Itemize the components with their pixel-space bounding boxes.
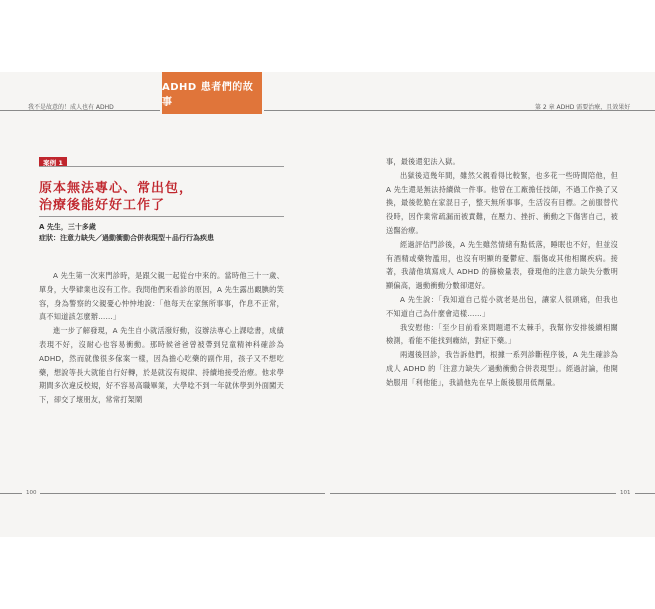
- right-page-number: 101: [620, 490, 631, 496]
- symptoms-line: 症狀：注意力缺失／過動衝動合併表現型＋品行行為疾患: [39, 234, 214, 242]
- patient-name: A 先生，三十多歲: [39, 223, 96, 231]
- case-label-badge: 案例 1: [39, 157, 67, 167]
- case-title-line-1: 原本無法專心、常出包，: [39, 181, 194, 196]
- right-paragraph-5: 我安慰他：「至少目前看來問題還不太棘手，我幫你安排後續相關檢測，看能不能找到癥結，對症下藥。」: [386, 322, 618, 346]
- footer-rule-left-2: [40, 493, 325, 494]
- footer-rule-right: [330, 493, 616, 494]
- left-running-title: 我不是故意的！成人也有 ADHD: [28, 104, 114, 111]
- right-paragraph-6: 兩週後回診，我告訴他們，根據一系列診斷程序後，A 先生確診為成人 ADHD 的「注意力缺失／過動衝動合併表現型」。經過討論，他開始服用「利他能」，我請他先在早上飯後服用低劑量。: [386, 350, 618, 387]
- right-paragraph-4: A 先生說：「我知道自己從小就老是出包，讓家人很頭痛，但我也不知道自己為什麼會這樣……」: [386, 294, 618, 318]
- right-running-title: 第 2 章 ADHD 需要治療，且效果好: [535, 104, 631, 111]
- case-title-line-2: 治療後能好好工作了: [39, 198, 166, 213]
- right-paragraph-3: 經過評估門診後，A 先生雖然情緒有點低落，睡眠也不好，但並沒有酒精或藥物濫用，也沒有明顯的憂鬱症、腦傷或其他相關疾病。接著，我請他填寫成人 ADHD 的篩檢量表，發現他的注意力缺失分數明顯偏高，過動衝動分數卻還好。: [386, 239, 618, 291]
- case-top-rule: [39, 166, 284, 167]
- right-body-text: [386, 155, 618, 390]
- case-title: [39, 180, 279, 214]
- right-paragraph-2: 出獄後這幾年間，雖然父親看得比較緊，也多花一些時間陪他，但 A 先生還是無法持續做一件事。他曾在工廠擔任技師，不過工作換了又換，最後乾脆在家混日子，整天無所事事，生活沒有目標。之前服替代役時，因作業常疏漏而被責難，在壓力、挫折、衝動之下傷害自己，被送醫治療。: [386, 170, 618, 235]
- patient-info: [39, 222, 279, 244]
- chapter-tab: ADHD 患者們的故事: [162, 72, 262, 114]
- left-paragraph-2: 進一步了解發現，A 先生自小就活潑好動，沒辦法專心上課唸書，成績表現不好，沒耐心也容易衝動。那時候爸爸曾被帶到兒童精神科確診為 ADHD，然而就像很多傢案一樣，因為擔心吃藥的副作用，孩子又不想吃藥，想說等長大就能自行好轉，於是就沒有規律、持續地接受治療。他求學期間多次違反校規，好不容易高職畢業，大學唸不到一年就休學到外面闖天下，卻交了壞朋友，常常打架鬧: [39, 326, 284, 405]
- footer-rule-right-2: [635, 493, 655, 494]
- case-title-rule: [39, 216, 284, 217]
- left-page-number: 100: [26, 490, 37, 496]
- right-paragraph-1: 事，最後還犯法入獄。: [386, 157, 460, 166]
- footer-rule-left: [0, 493, 22, 494]
- left-paragraph-1: A 先生第一次來門診時，是跟父親一起從台中來的。當時他三十一歲、單身，大學肄業也沒有工作。我問他們來看診的原因，A 先生露出靦腆的笑容，身為警察的父親憂心忡忡地說：「他每天在家無所事事，作息不正常，真不知道該怎麼辦……」: [39, 271, 284, 322]
- left-body-text: [39, 269, 284, 407]
